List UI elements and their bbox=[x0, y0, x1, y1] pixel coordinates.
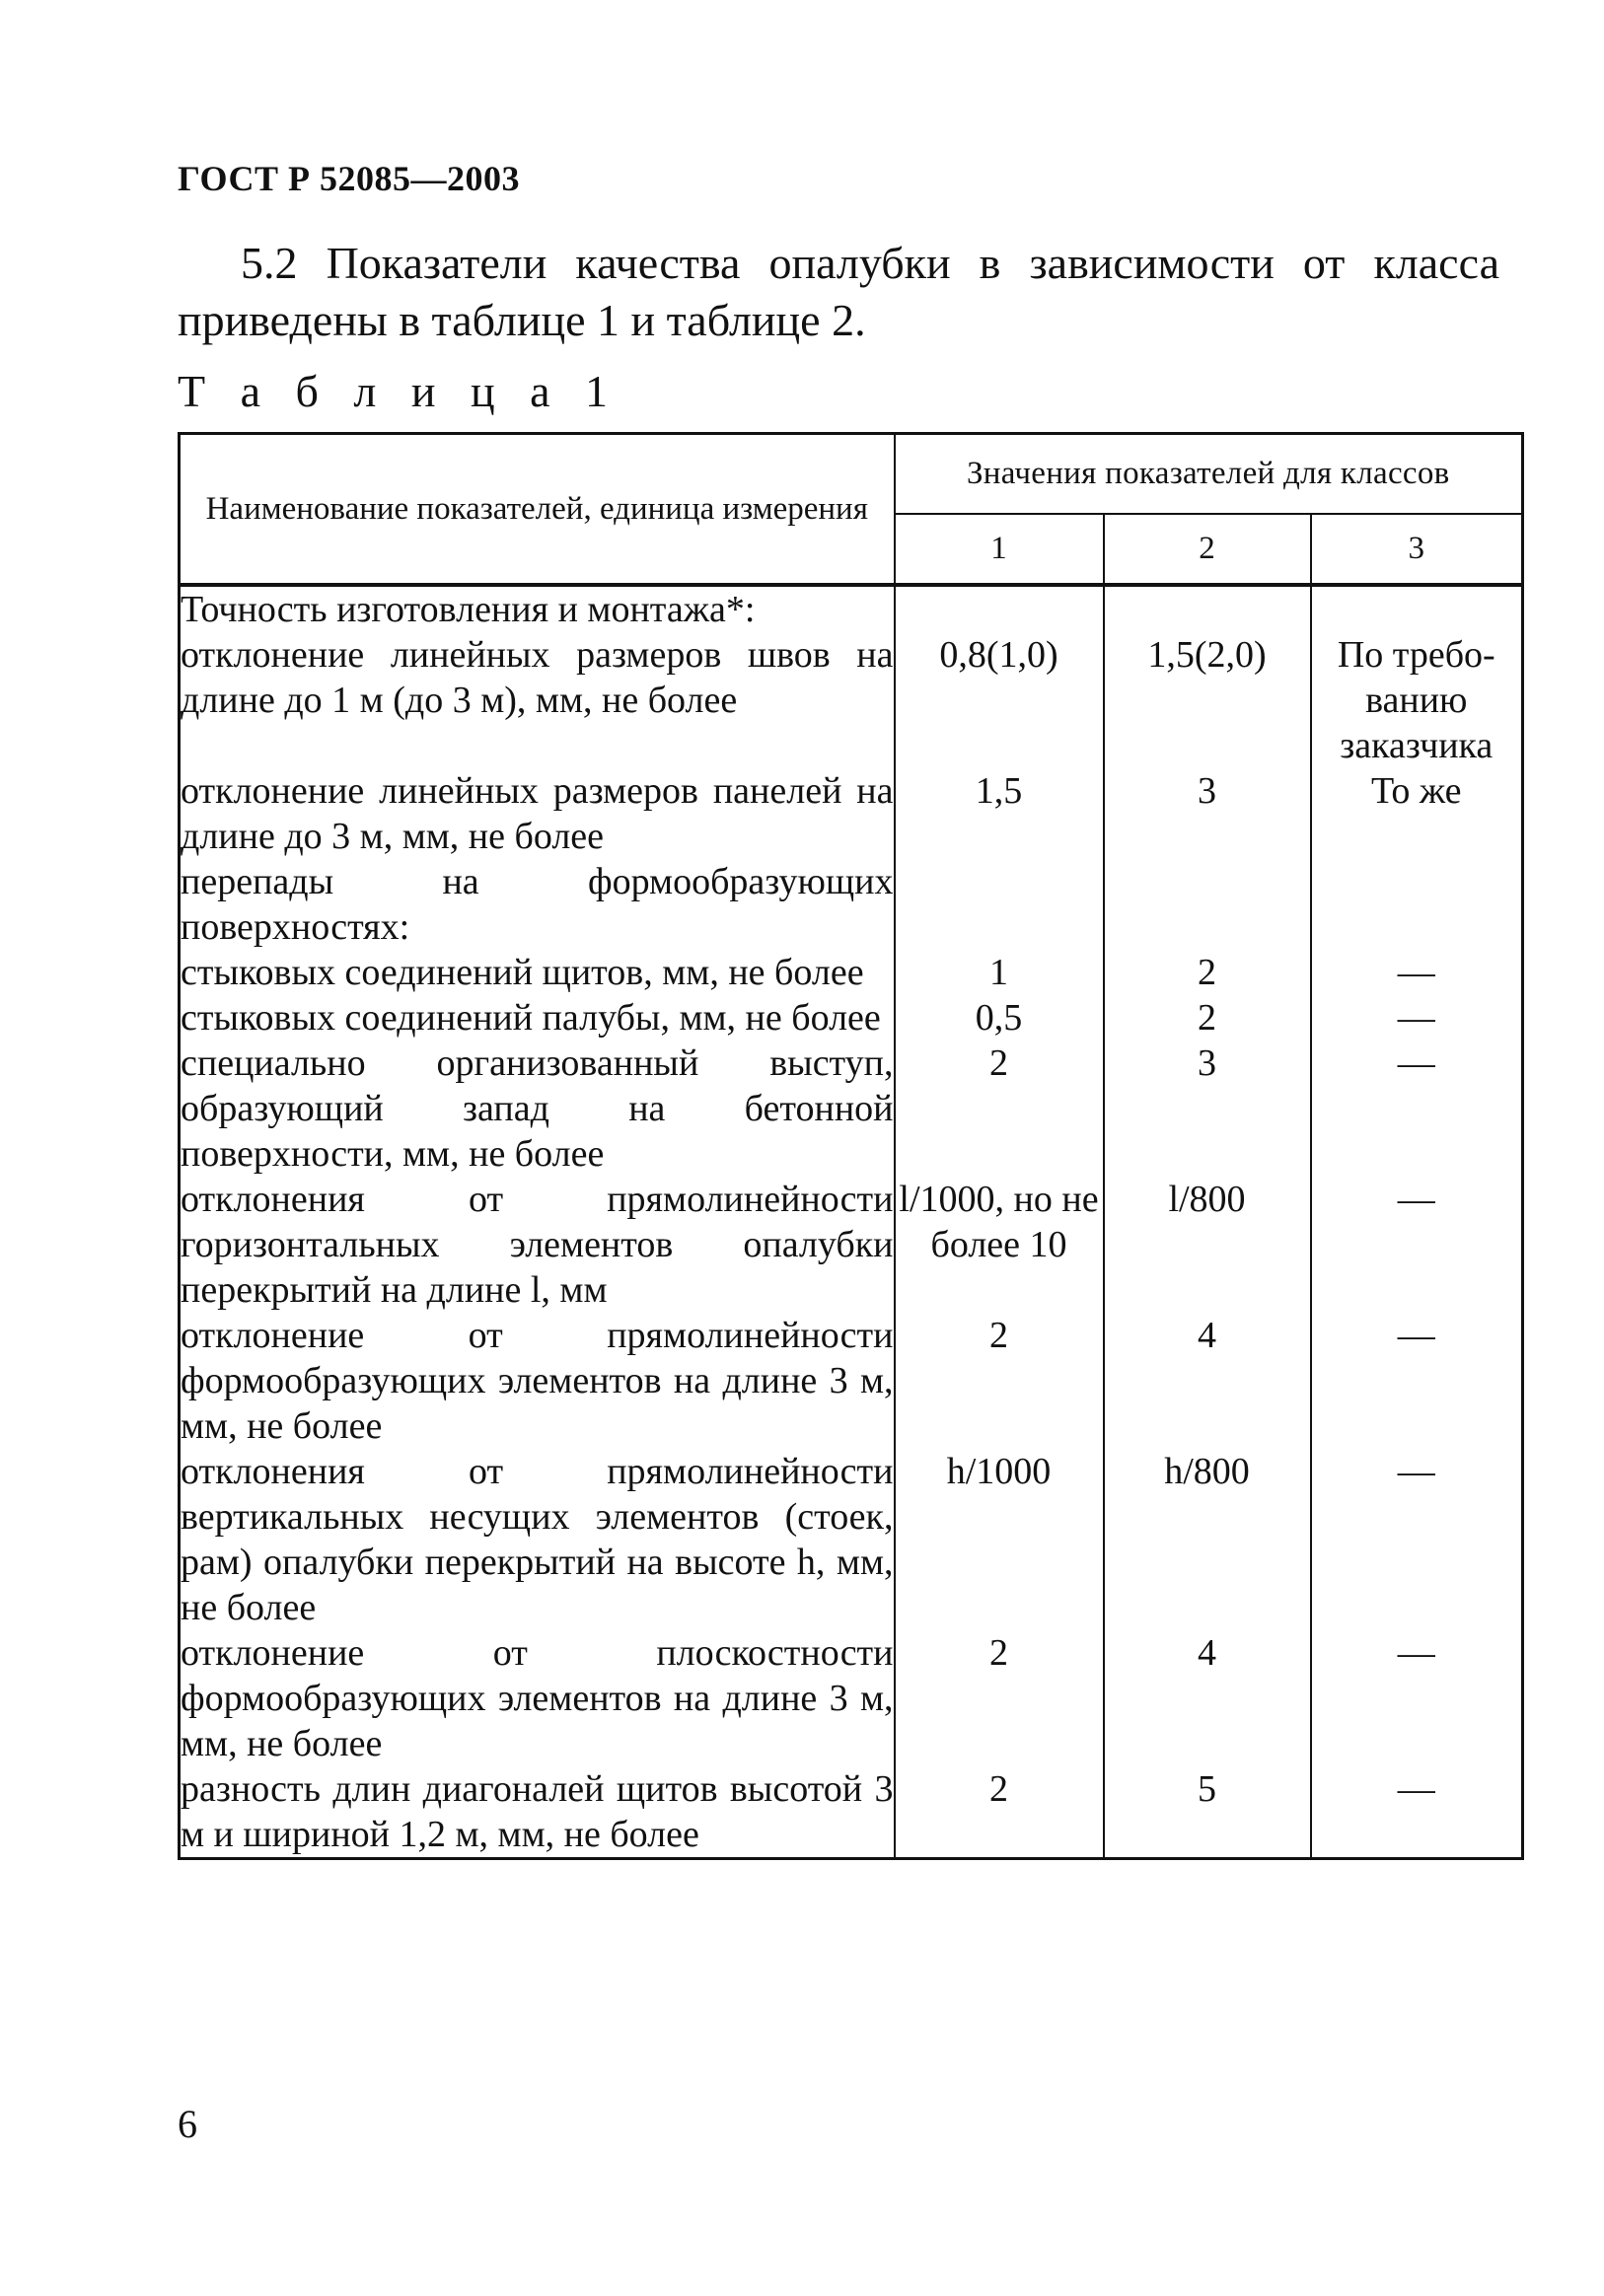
row-value-class-3: — bbox=[1311, 995, 1523, 1040]
row-value-class-3: — bbox=[1311, 1313, 1523, 1449]
row-value-class-3: То же bbox=[1311, 768, 1523, 859]
row-value-class-3: — bbox=[1311, 950, 1523, 995]
row-value-class-3: По требо-ванию заказчика bbox=[1311, 632, 1523, 768]
row-name: Точность изготовления и монтажа*: bbox=[180, 585, 895, 632]
row-value-class-3 bbox=[1311, 585, 1523, 632]
row-value-class-1 bbox=[895, 859, 1104, 950]
row-value-class-1: 1 bbox=[895, 950, 1104, 995]
row-name: отклонение линейных размеров панелей на длине до 3 м, мм, не более bbox=[181, 770, 894, 857]
row-name: стыковых соединений палубы, мм, не более bbox=[180, 995, 895, 1040]
row-value-class-2: 3 bbox=[1104, 768, 1311, 859]
row-value-class-2: 1,5(2,0) bbox=[1104, 632, 1311, 768]
table-row bbox=[180, 632, 1523, 768]
row-value-class-2 bbox=[1104, 585, 1311, 632]
row-name: перепады на формообразующих поверхностях: bbox=[181, 861, 894, 948]
column-header-values-group: Значения показателей для классов bbox=[895, 434, 1523, 515]
row-value-class-2: 3 bbox=[1104, 1040, 1311, 1177]
table-head bbox=[180, 434, 1523, 586]
table-body bbox=[180, 585, 1523, 1859]
page-number: 6 bbox=[178, 2102, 197, 2146]
table-row bbox=[180, 1177, 1523, 1313]
table-row bbox=[180, 1630, 1523, 1766]
row-value-class-2 bbox=[1104, 859, 1311, 950]
row-value-class-2: 5 bbox=[1104, 1766, 1311, 1859]
table-row bbox=[180, 1766, 1523, 1859]
table-container bbox=[178, 432, 1521, 1860]
row-value-class-1: 2 bbox=[895, 1766, 1104, 1859]
column-header-name: Наименование показателей, единица измерения bbox=[180, 434, 895, 586]
table-row bbox=[180, 950, 1523, 995]
row-value-class-1: l/1000, но не более 10 bbox=[895, 1177, 1104, 1313]
row-value-class-3: — bbox=[1311, 1177, 1523, 1313]
row-name: отклонение линейных размеров швов на длине до 1 м (до 3 м), мм, не более bbox=[180, 632, 895, 768]
table-caption: Т а б л и ц а 1 bbox=[178, 366, 620, 416]
column-header-class-1: 1 bbox=[895, 514, 1104, 585]
row-value-class-3: — bbox=[1311, 1040, 1523, 1177]
row-value-class-1: 0,8(1,0) bbox=[895, 632, 1104, 768]
row-value-class-2: 2 bbox=[1104, 995, 1311, 1040]
row-name: отклонения от прямолинейности вертикальных несущих элементов (стоек, рам) опалубки перекрытий на высоте h, мм, не более bbox=[181, 1451, 894, 1628]
row-value-class-1: h/1000 bbox=[895, 1449, 1104, 1630]
table-row bbox=[180, 768, 1523, 859]
intro-paragraph: 5.2 Показатели качества опалубки в зависимости от класса приведены в таблице 1 и таблице 2. bbox=[178, 238, 1499, 345]
column-header-class-2: 2 bbox=[1104, 514, 1311, 585]
row-value-class-1: 2 bbox=[895, 1313, 1104, 1449]
table-row bbox=[180, 859, 1523, 950]
table-row bbox=[180, 995, 1523, 1040]
row-value-class-1: 2 bbox=[895, 1040, 1104, 1177]
quality-indicators-table bbox=[178, 432, 1524, 1860]
row-value-class-2: 2 bbox=[1104, 950, 1311, 995]
row-value-class-3 bbox=[1311, 859, 1523, 950]
row-value-class-2: l/800 bbox=[1104, 1177, 1311, 1313]
row-name: отклонения от прямолинейности горизонтальных элементов опалубки перекрытий на длине l, мм bbox=[181, 1179, 894, 1311]
row-value-class-3: — bbox=[1311, 1630, 1523, 1766]
row-value-class-1: 2 bbox=[895, 1630, 1104, 1766]
row-name: отклонение от прямолинейности формообразующих элементов на длине 3 м, мм, не более bbox=[181, 1315, 894, 1447]
row-name: разность длин диагоналей щитов высотой 3 м и шириной 1,2 м, мм, не более bbox=[180, 1766, 895, 1859]
row-value-class-2: 4 bbox=[1104, 1630, 1311, 1766]
document-code: ГОСТ Р 52085—2003 bbox=[178, 159, 520, 198]
column-header-class-3: 3 bbox=[1311, 514, 1523, 585]
row-name: отклонение от плоскостности формообразующих элементов на длине 3 м, мм, не более bbox=[181, 1632, 894, 1764]
row-value-class-1 bbox=[895, 585, 1104, 632]
row-value-class-2: h/800 bbox=[1104, 1449, 1311, 1630]
row-value-class-3: — bbox=[1311, 1449, 1523, 1630]
table-row bbox=[180, 1040, 1523, 1177]
row-value-class-3: — bbox=[1311, 1766, 1523, 1859]
row-name: специально организованный выступ, образующий запад на бетонной поверхности, мм, не более bbox=[181, 1042, 894, 1175]
row-value-class-1: 0,5 bbox=[895, 995, 1104, 1040]
row-value-class-2: 4 bbox=[1104, 1313, 1311, 1449]
row-name: стыковых соединений щитов, мм, не более bbox=[180, 950, 895, 995]
table-row bbox=[180, 585, 1523, 632]
table-row bbox=[180, 1449, 1523, 1630]
row-value-class-1: 1,5 bbox=[895, 768, 1104, 859]
table-row bbox=[180, 1313, 1523, 1449]
